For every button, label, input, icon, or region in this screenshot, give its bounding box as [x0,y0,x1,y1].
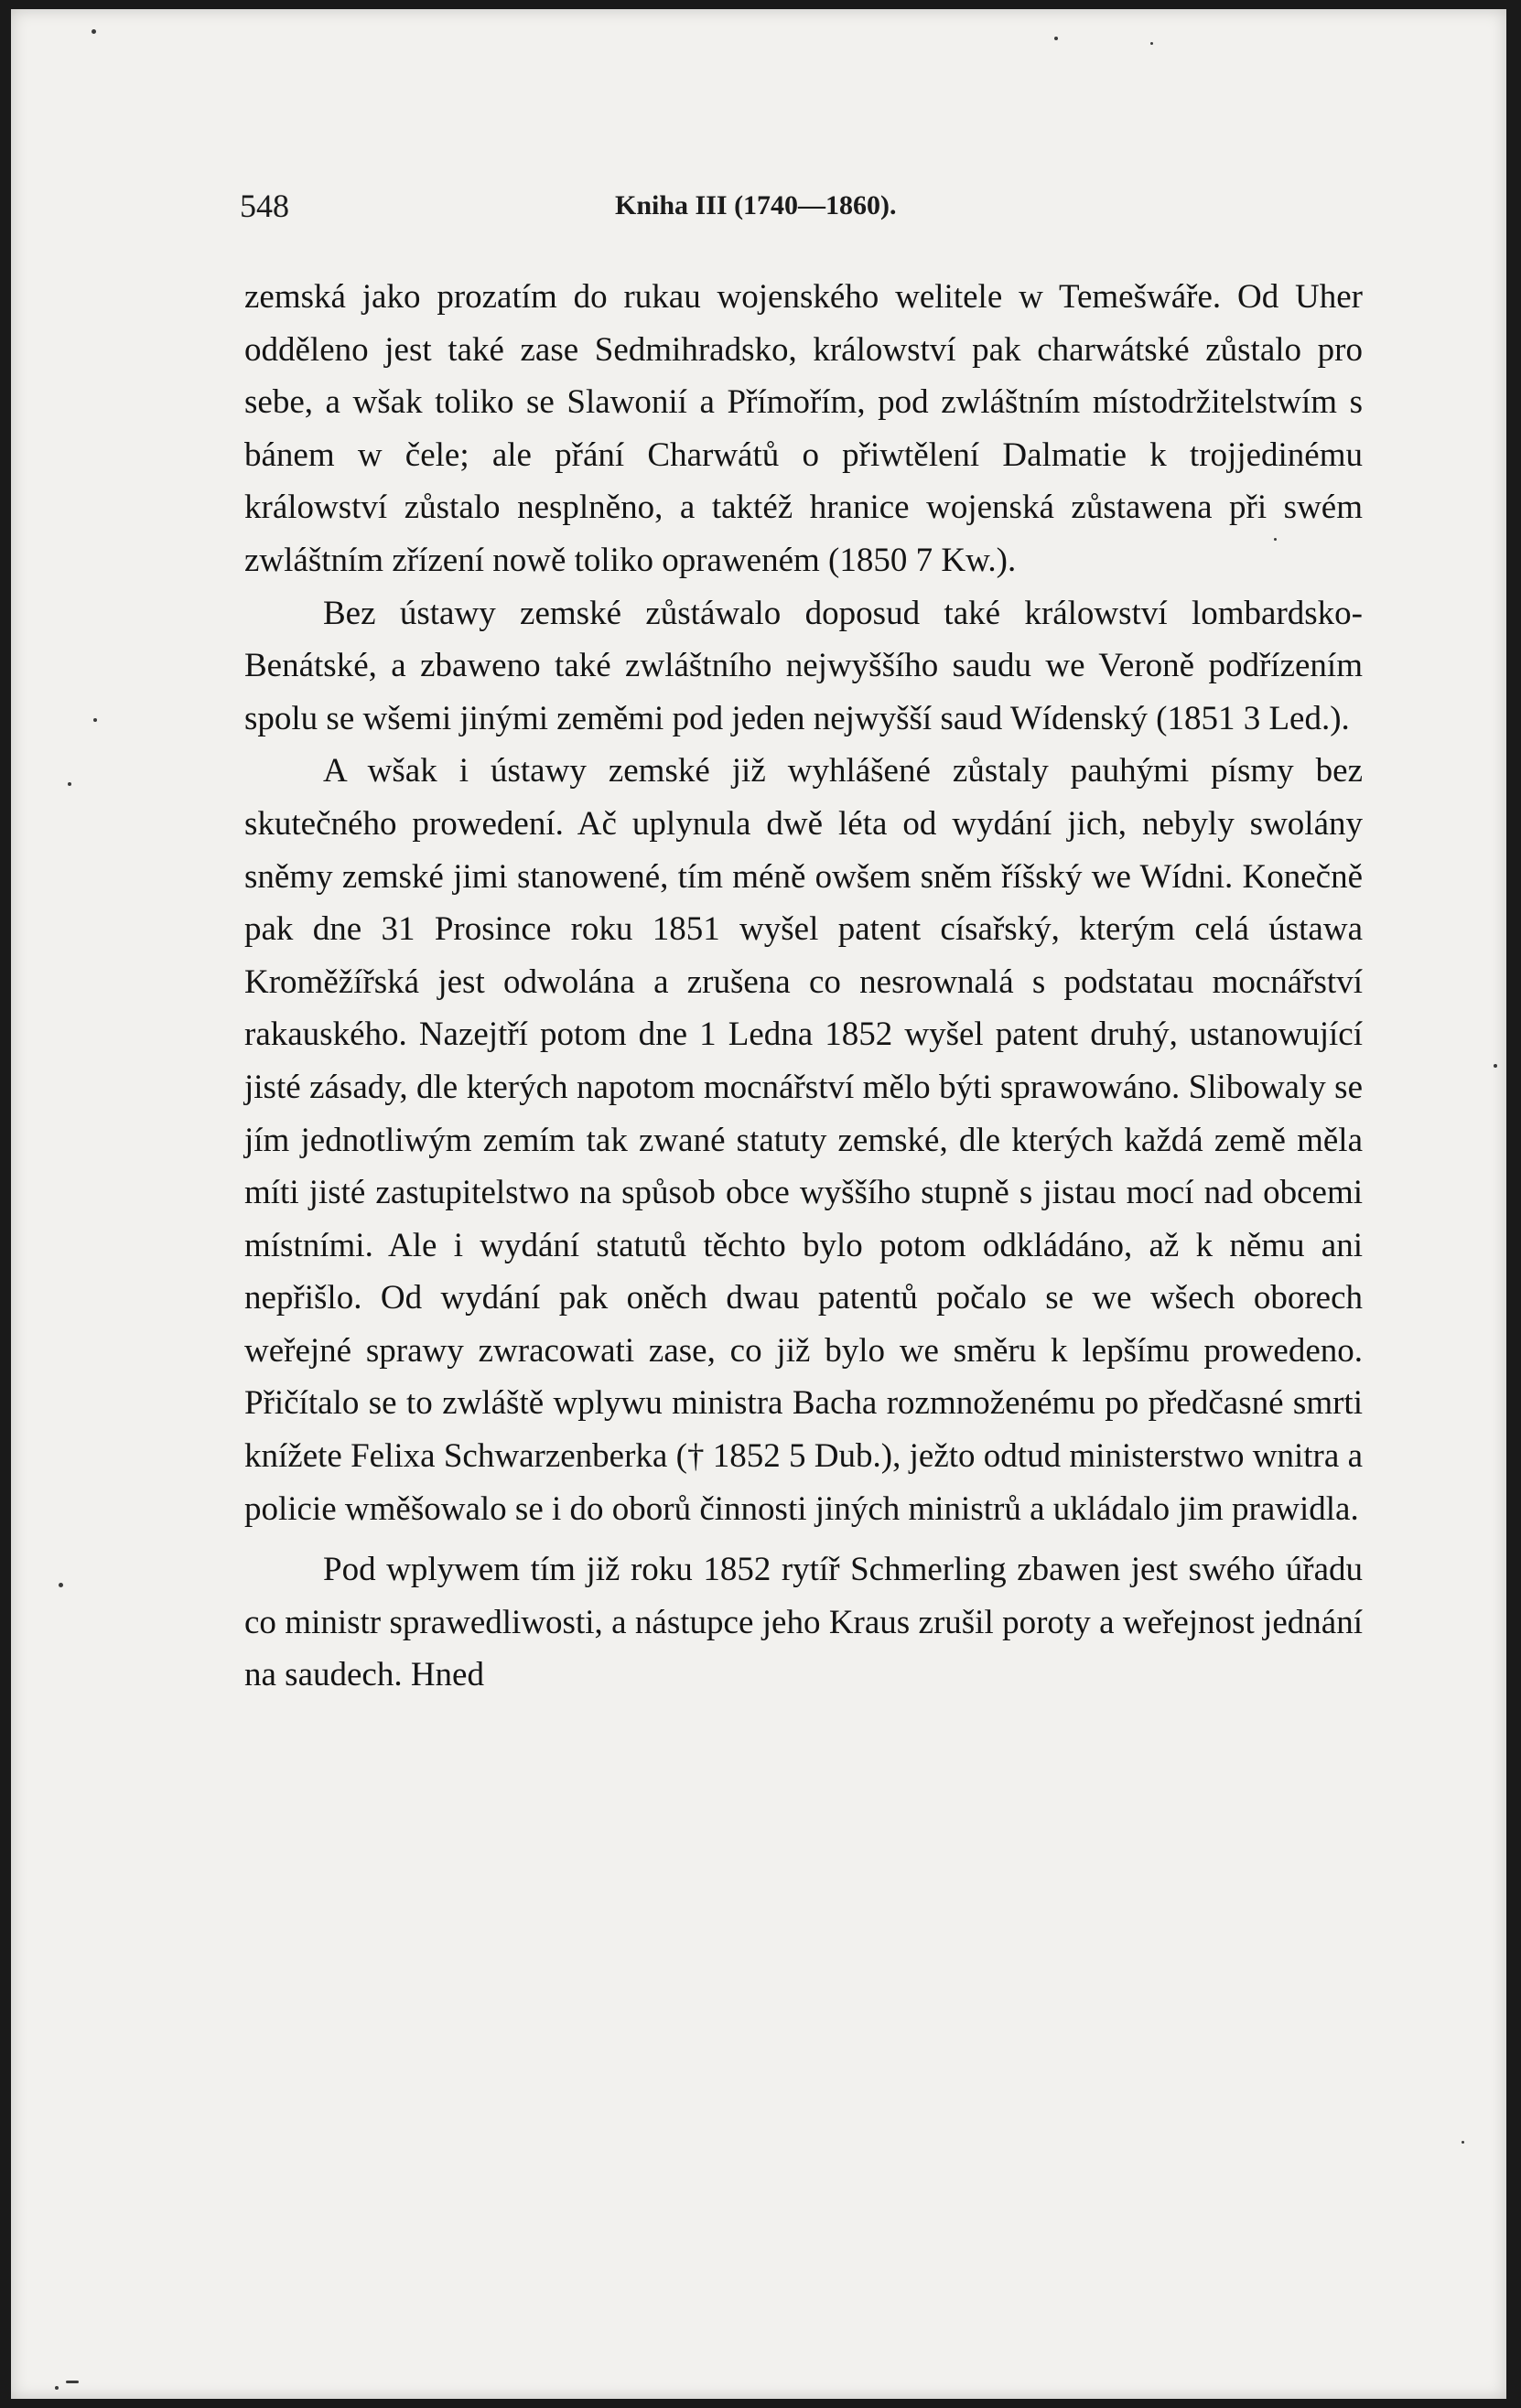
paragraph-patents: A wšak i ústawy zemské již wyhlášené zůstaly pauhými písmy bez skutečného prowedení. Ač uplynula dwě léta od wydání jich, nebyly swolány sněmy zemské jimi stanowené, tím méně owšem sněm říšský we Wídni. Konečně pak dne 31 Prosince roku 1851 wyšel patent císařský, kterým celá ústawa Kroměžířská jest odwolána a zrušena co nesrownalá s podstatau mocnářství rakauského. Nazejtří potom dne 1 Ledna 1852 wyšel patent druhý, ustanowující jisté zásady, dle kterých napotom mocnářství mělo býti sprawowáno. Slibowaly se jím jednotliwým zemím tak zwané statuty zemské, dle kterých každá země měla míti jisté zastupitelstwo na spůsob obce wyššího stupně s jistau mocí nad obcemi místními. Ale i wydání statutů těchto bylo potom odkládáno, až k němu ani nepřišlo. Od wydání pak oněch dwau patentů počalo se we wšech oborech weřejné sprawy zwracowati zase, co již bylo we směru k lepšímu prowedeno. Přičítalo se to zwláště wplywu ministra Bacha rozmnoženému po předčasné smrti knížete Felixa Schwarzenberka († 1852 5 Dub.), ježto odtud ministerstwo wnitra a policie wměšowalo se i do oborů činnosti jiných ministrů a ukládalo jim prawidla. [244,752,1363,1528]
running-head: Kniha III (1740—1860). [615,190,897,220]
paragraph-schmerling: Pod wplywem tím již roku 1852 rytíř Schmerling zbawen jest swého úřadu co ministr sprawedliwosti, a nástupce jeho Kraus zrušil poroty a weřejnost jednání na saudech. Hned [244,1551,1363,1694]
paragraph-lombardy: Bez ústawy zemské zůstáwalo doposud také králowství lombardsko-Benátské, a zbaweno také zwláštního nejwyššího saudu we Veroně podřízením spolu se wšemi jinými zeměmi pod jeden nejwyšší saud Wídenský (1851 3 Led.). [244,594,1363,737]
paragraph-continued: zemská jako prozatím do rukau wojenského welitele w Temešwáře. Od Uher odděleno jest také zase Sedmihradsko, králowství pak charwátské zůstalo pro sebe, a wšak toliko se Slawonií a Přímořím, pod zwláštním místodržitelstwím s bánem w čele; ale přání Charwátů o přiwtělení Dalmatie k trojjedinému králowství zůstalo nesplněno, a taktéž hranice wojenská zůstawena při swém zwláštním zřízení nowě toliko opraweném (1850 7 Kw.). [244,278,1363,579]
page-number: 548 [240,188,289,224]
page-header [11,187,1506,225]
book-page [11,9,1506,2399]
body-text [244,271,1363,1702]
